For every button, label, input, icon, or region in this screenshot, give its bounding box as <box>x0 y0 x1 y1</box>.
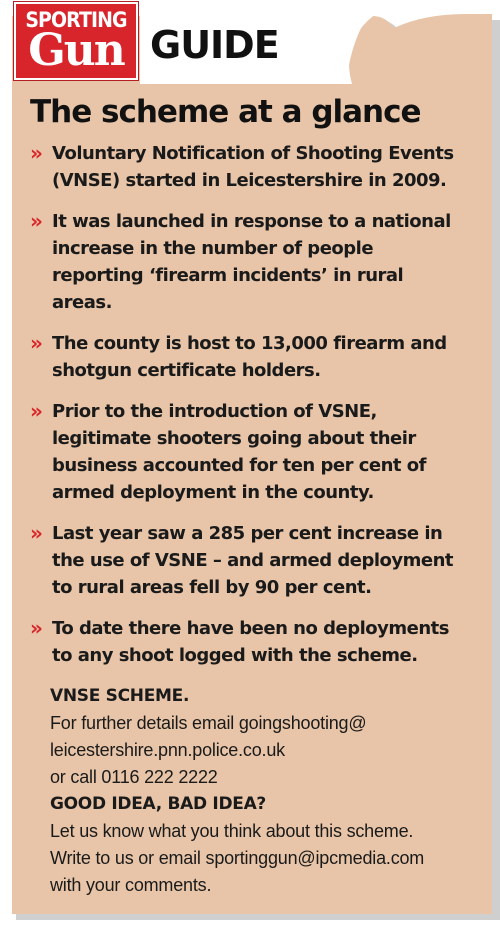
sporting-gun-logo <box>14 2 138 80</box>
bullet-line: to rural areas fell by 90 per cent. <box>52 577 372 598</box>
chevron-double-right-icon: » <box>30 141 43 165</box>
scheme-info-title: VNSE SCHEME. <box>50 686 190 706</box>
bullet-line: Last year saw a 285 per cent increase in <box>52 523 443 544</box>
bullet-line: Voluntary Notification of Shooting Events <box>52 143 454 164</box>
bullet-line: It was launched in response to a national <box>52 211 451 232</box>
bullet-line: to any shoot logged with the scheme. <box>52 645 418 666</box>
scheme-info-line: For further details email goingshooting@ <box>50 713 367 733</box>
scheme-info <box>50 683 480 791</box>
bullet-item <box>30 615 470 669</box>
logo-text-top: SPORTING <box>25 8 127 32</box>
bullet-line: The county is host to 13,000 firearm and <box>52 333 447 354</box>
bullet-line: business accounted for ten per cent of <box>52 455 426 476</box>
bullet-list <box>30 140 470 669</box>
bullet-item <box>30 520 470 601</box>
bullet-item <box>30 208 470 316</box>
feedback-info <box>50 791 480 899</box>
bullet-line: reporting ‘firearm incidents’ in rural <box>52 265 404 286</box>
bullet-item <box>30 330 470 384</box>
bullet-line: armed deployment in the county. <box>52 482 374 503</box>
section-label: GUIDE <box>150 23 279 67</box>
bullet-line: To date there have been no deployments <box>52 618 449 639</box>
bullet-line: (VNSE) started in Leicestershire in 2009. <box>52 170 447 191</box>
feedback-line: Let us know what you think about this scheme. <box>50 821 414 841</box>
scheme-info-line: leicestershire.pnn.police.co.uk <box>50 740 285 760</box>
bullet-line: shotgun certificate holders. <box>52 360 321 381</box>
bullet-line: Prior to the introduction of VSNE, <box>52 401 377 422</box>
bullet-item <box>30 398 470 506</box>
feedback-line: with your comments. <box>50 875 212 895</box>
page-title: The scheme at a glance <box>30 94 421 130</box>
chevron-double-right-icon: » <box>30 331 43 355</box>
bullet-line: areas. <box>52 292 112 313</box>
scheme-info-line: or call 0116 222 2222 <box>50 767 218 787</box>
feedback-line: Write to us or email sportinggun@ipcmedia.com <box>50 848 425 868</box>
bullet-item <box>30 140 470 194</box>
bullet-line: increase in the number of people <box>52 238 374 259</box>
chevron-double-right-icon: » <box>30 616 43 640</box>
chevron-double-right-icon: » <box>30 209 43 233</box>
chevron-double-right-icon: » <box>30 521 43 545</box>
bullet-line: the use of VSNE – and armed deployment <box>52 550 454 571</box>
chevron-double-right-icon: » <box>30 399 43 423</box>
bullet-line: legitimate shooters going about their <box>52 428 416 449</box>
feedback-title: GOOD IDEA, BAD IDEA? <box>50 794 266 814</box>
logo-text-bottom: Gun <box>28 25 124 76</box>
